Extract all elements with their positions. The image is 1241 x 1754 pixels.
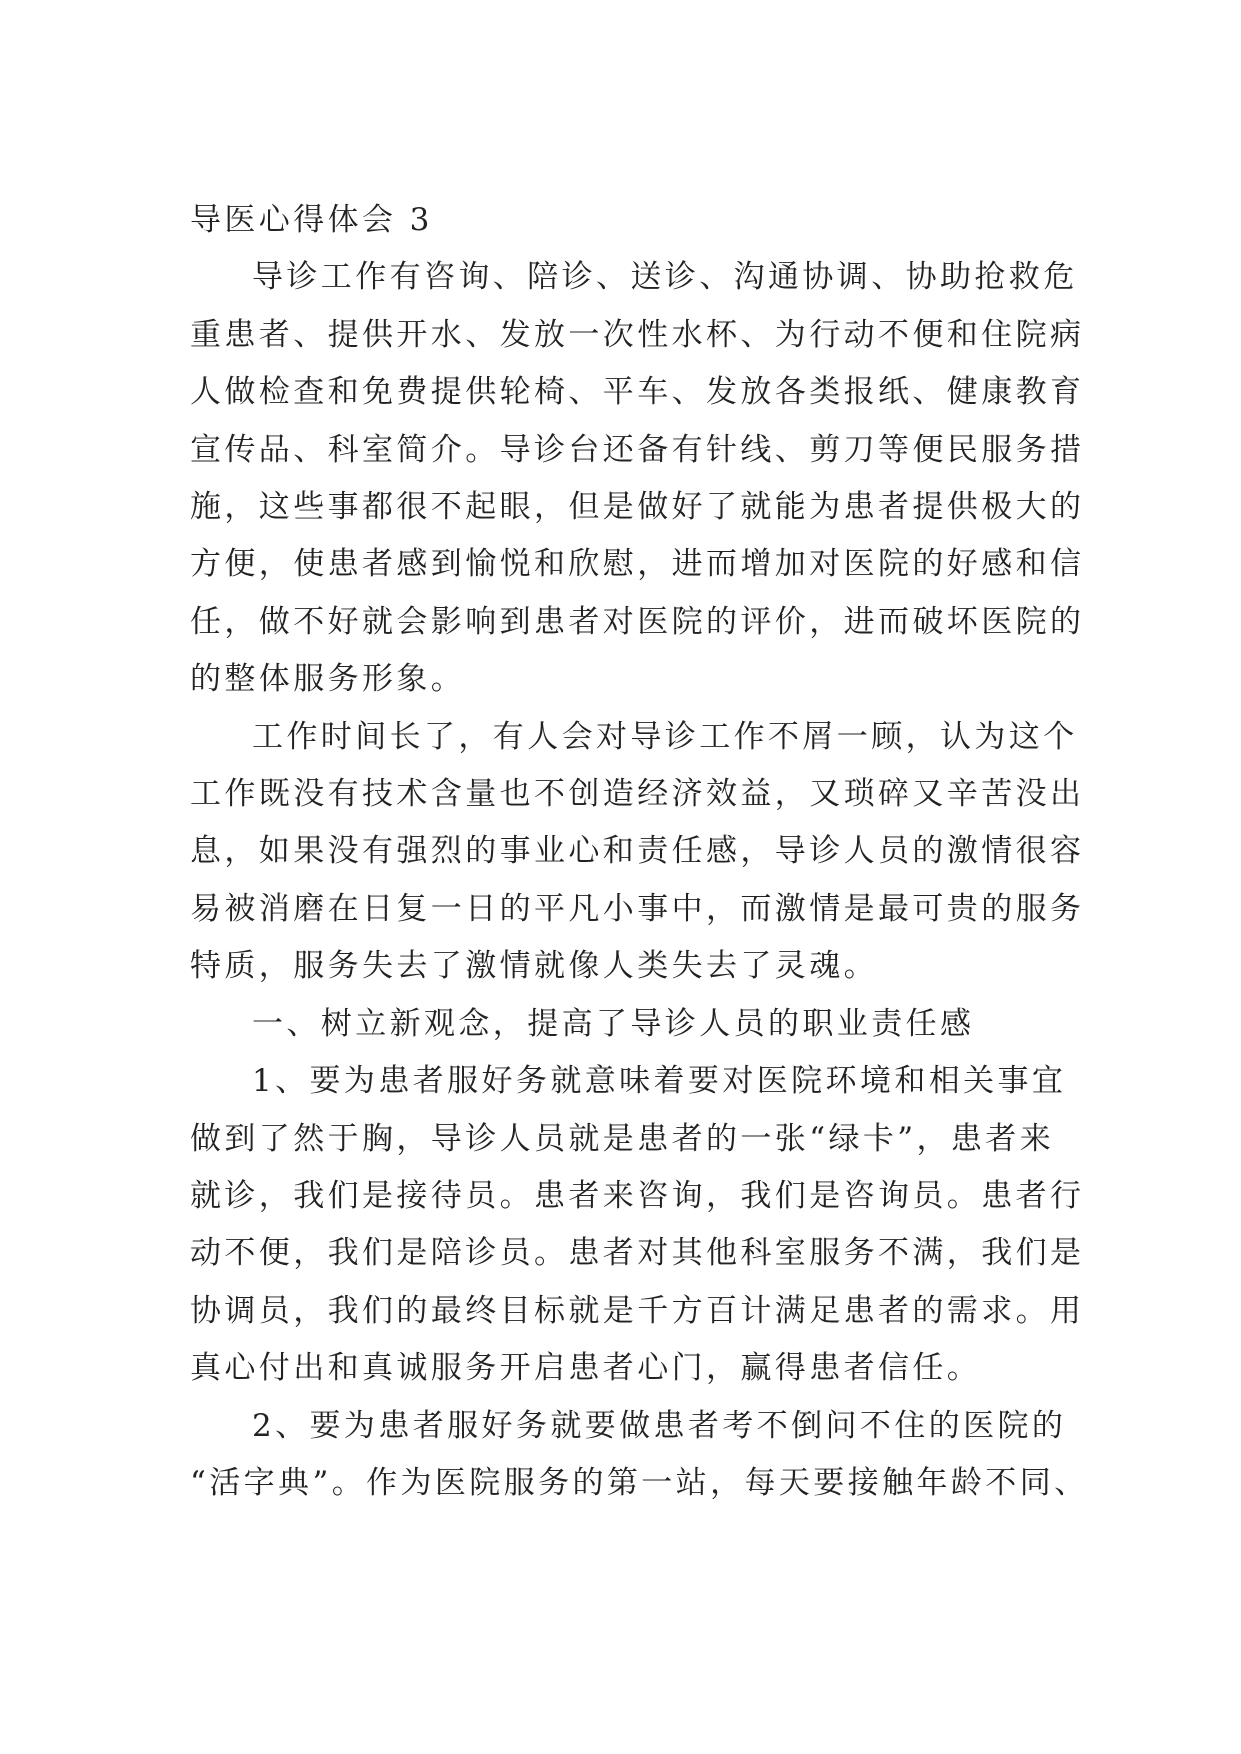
text-line: 真心付出和真诚服务开启患者心门，赢得患者信任。 <box>190 1350 982 1387</box>
document-body <box>190 192 1089 1512</box>
text-line: 1、要为患者服好务就意味着要对医院环境和相关事宜 <box>252 1063 1067 1100</box>
text-line: 方便，使患者感到愉悦和欣慰，进而增加对医院的好感和信 <box>190 546 1085 583</box>
text-line: 动不便，我们是陪诊员。患者对其他科室服务不满，我们是 <box>190 1235 1085 1272</box>
text-line: “活字典”。作为医院服务的第一站，每天要接触年龄不同、 <box>190 1464 1089 1501</box>
text-line: 做到了然于胸，导诊人员就是患者的一张“绿卡”，患者来 <box>190 1120 1055 1157</box>
text-line: 一、树立新观念，提高了导诊人员的职业责任感 <box>252 1005 975 1042</box>
text-line: 协调员，我们的最终目标就是千方百计满足患者的需求。用 <box>190 1292 1085 1329</box>
paragraph-4 <box>190 1398 1089 1513</box>
text-line: 就诊，我们是接待员。患者来咨询，我们是咨询员。患者行 <box>190 1177 1085 1214</box>
text-line: 工作时间长了，有人会对导诊工作不屑一顾，认为这个 <box>252 718 1078 755</box>
text-line: 的整体服务形象。 <box>190 661 466 698</box>
paragraph-3 <box>190 1053 1085 1397</box>
text-line: 重患者、提供开水、发放一次性水杯、为行动不便和住院病 <box>190 316 1085 353</box>
text-line: 任，做不好就会影响到患者对医院的评价，进而破坏医院的 <box>190 603 1085 640</box>
section-heading-1 <box>190 996 1065 1053</box>
text-line: 息，如果没有强烈的事业心和责任感，导诊人员的激情很容 <box>190 833 1085 870</box>
paragraph-1 <box>190 249 1085 708</box>
text-line: 人做检查和免费提供轮椅、平车、发放各类报纸、健康教育 <box>190 374 1085 411</box>
text-line: 易被消磨在日复一日的平凡小事中，而激情是最可贵的服务 <box>190 890 1085 927</box>
text-line: 特质，服务失去了激情就像人类失去了灵魂。 <box>190 948 878 985</box>
text-line: 施，这些事都很不起眼，但是做好了就能为患者提供极大的 <box>190 489 1085 526</box>
text-line: 工作既没有技术含量也不创造经济效益，又琐碎又辛苦没出 <box>190 776 1085 813</box>
paragraph-2 <box>190 709 1085 996</box>
text-line: 宣传品、科室简介。导诊台还备有针线、剪刀等便民服务措 <box>190 431 1085 468</box>
text-line: 导诊工作有咨询、陪诊、送诊、沟通协调、协助抢救危 <box>252 259 1078 296</box>
document-title: 导医心得体会 3 <box>190 202 433 238</box>
text-line: 2、要为患者服好务就要做患者考不倒问不住的医院的 <box>252 1407 1067 1444</box>
